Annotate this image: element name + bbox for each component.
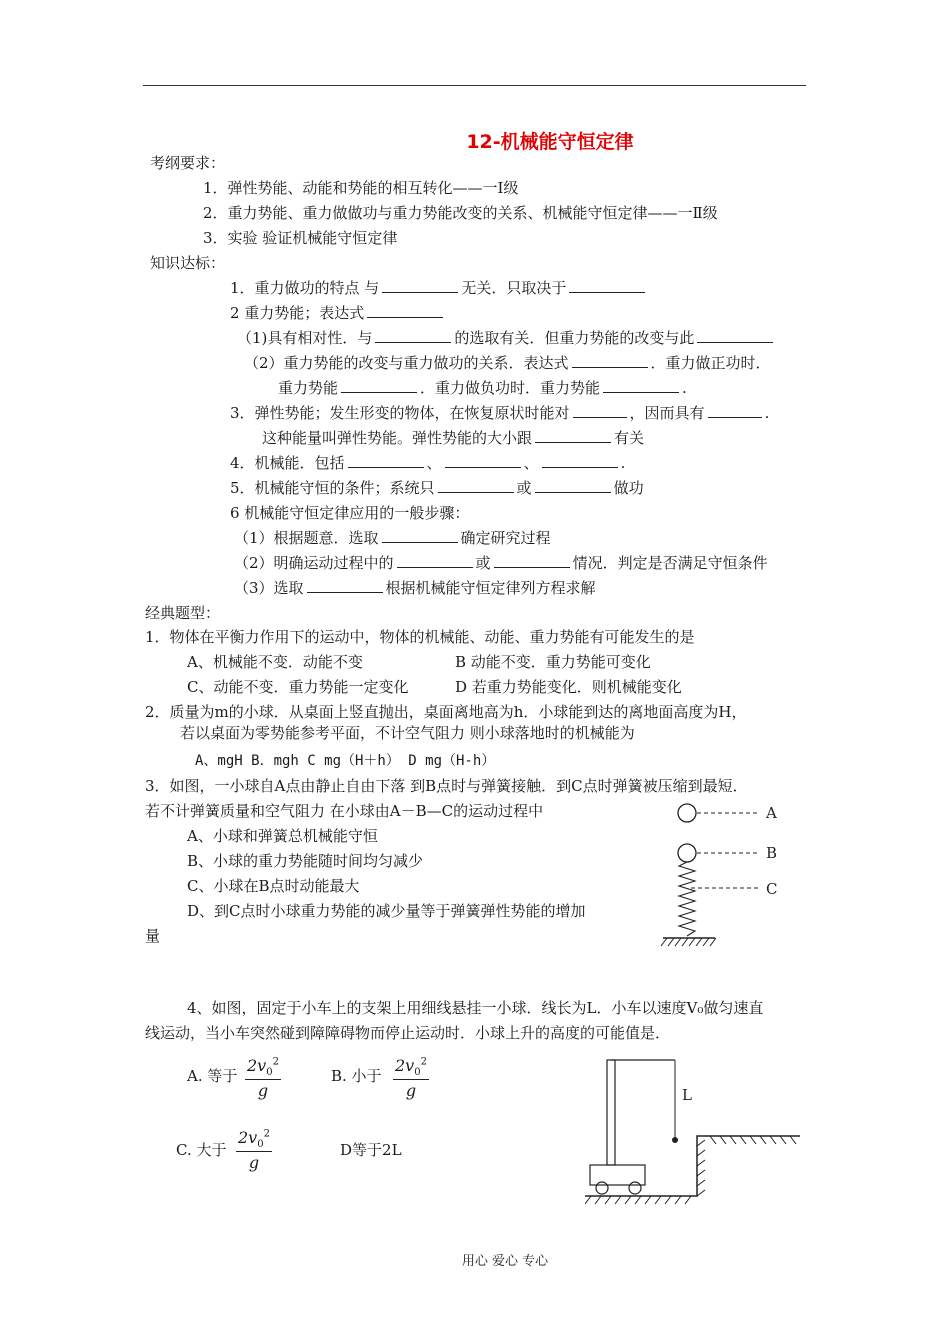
q2-stem-1: 2．质量为m的小球．从桌面上竖直抛出，桌面离地高为h．小球能到达的离地面高度为H， xyxy=(145,703,747,721)
q2-options: A、mgH B．mgh C mg（H＋h） D mg（H-h） xyxy=(195,753,496,769)
knowledge-line-7: 这种能量叫弹性势能。弹性势能的大小跟 有关 xyxy=(262,429,645,447)
knowledge-line-2: 2 重力势能；表达式 xyxy=(230,303,446,323)
knowledge-line-12: （2）明确运动过程中的 或 情况．判定是否满足守恒条件 xyxy=(234,554,768,572)
q4-option-c-fraction: $\frac{2v_0^2}{g}$ xyxy=(238,1128,270,1173)
page-title: 12-机械能守恒定律 xyxy=(466,131,634,153)
header-rule xyxy=(143,85,806,86)
label-c: C xyxy=(766,880,778,898)
q3-option-d-cont: 量 xyxy=(145,927,161,945)
syllabus-item-1: 1．弹性势能、动能和势能的相互转化——一Ⅰ级 xyxy=(203,179,519,197)
pendulum-ball xyxy=(672,1137,678,1143)
q4-option-b-label: B. 小于 xyxy=(331,1067,382,1085)
q3-option-d: D、到C点时小球重力势能的减少量等于弹簧弹性势能的增加 xyxy=(187,902,586,920)
q3-stem-2: 若不计弹簧质量和空气阻力 在小球由A－B—C的运动过程中 xyxy=(145,802,544,820)
syllabus-item-2: 2．重力势能、重力做做功与重力势能改变的关系、机械能守恒定律——一Ⅱ级 xyxy=(203,204,718,222)
knowledge-line-10: 6 机械能守恒定律应用的一般步骤： xyxy=(230,504,470,522)
cart-post xyxy=(607,1060,615,1165)
cart-wheel-right xyxy=(629,1182,641,1194)
classic-heading: 经典题型： xyxy=(145,604,221,622)
label-b: B xyxy=(766,844,778,862)
label-l: L xyxy=(682,1086,692,1104)
knowledge-line-5: 重力势能 ．重力做负功时．重力势能 . xyxy=(278,379,687,397)
knowledge-line-3: （1)具有相对性．与 的选取有关．但重力势能的改变与此 xyxy=(237,328,776,348)
q4-option-d: D等于2L xyxy=(340,1141,402,1159)
ball-at-a xyxy=(678,804,696,822)
ground-hatch-cart xyxy=(585,1136,796,1204)
cart-wheel-left xyxy=(596,1182,608,1194)
q4-option-c-label: C. 大于 xyxy=(176,1141,227,1159)
q4-option-a-fraction: $\frac{2v_0^2}{g}$ xyxy=(247,1056,279,1101)
knowledge-line-6: 3．弹性势能；发生形变的物体，在恢复原状时能对 ，因而具有 . xyxy=(230,404,770,422)
q1-stem: 1．物体在平衡力作用下的运动中，物体的机械能、动能、重力势能有可能发生的是 xyxy=(145,628,695,646)
ball-at-b xyxy=(678,844,696,862)
q1-option-a: A、机械能不变．动能不变 xyxy=(187,653,363,671)
q2-stem-2: 若以桌面为零势能参考平面，不计空气阻力 则小球落地时的机械能为 xyxy=(180,724,635,742)
knowledge-line-8: 4．机械能．包括 、 、 . xyxy=(230,454,626,472)
q1-option-c: C、动能不变．重力势能一定变化 xyxy=(187,678,409,696)
q4-stem-2: 线运动，当小车突然碰到障障碍物而停止运动时．小球上升的高度的可能值是． xyxy=(145,1024,671,1042)
q3-option-c: C、小球在B点时动能最大 xyxy=(187,877,360,895)
knowledge-line-4: （2）重力势能的改变与重力做功的关系．表达式 ．重力做正功时． xyxy=(244,354,771,372)
q1-option-d: D 若重力势能变化．则机械能变化 xyxy=(455,678,682,696)
knowledge-line-9: 5．机械能守恒的条件；系统只 或 做功 xyxy=(230,479,644,497)
spring-figure xyxy=(655,798,785,958)
q4-option-b-fraction: $\frac{2v_0^2}{g}$ xyxy=(395,1056,427,1101)
label-a: A xyxy=(766,804,777,822)
q4-option-a-label: A. 等于 xyxy=(187,1067,238,1085)
knowledge-line-11: （1）根据题意．选取 确定研究过程 xyxy=(234,529,551,547)
spring-coil xyxy=(679,862,695,936)
q3-stem-1: 3．如图，一小球自A点由静止自由下落 到B点时与弹簧接触．到C点时弹簧被压缩到最短． xyxy=(145,777,748,795)
ground-with-step xyxy=(585,1136,800,1196)
cart-figure xyxy=(585,1050,805,1210)
page-footer: 用心 爱心 专心 xyxy=(461,1254,549,1269)
q3-option-b: B、小球的重力势能随时间均匀减少 xyxy=(187,852,424,870)
ground-hatch xyxy=(661,938,716,946)
q1-option-b: B 动能不变．重力势能可变化 xyxy=(455,653,651,671)
syllabus-item-3: 3．实验 验证机械能守恒定律 xyxy=(203,229,398,247)
syllabus-heading: 考纲要求： xyxy=(150,154,226,172)
knowledge-heading: 知识达标： xyxy=(150,254,226,272)
knowledge-line-13: （3）选取 根据机械能守恒定律列方程求解 xyxy=(234,579,596,597)
q4-stem-1: 4、如图，固定于小车上的支架上用细线悬挂一小球．线长为L．小车以速度V₀做匀速直 xyxy=(187,999,764,1017)
knowledge-line-1: 1．重力做功的特点 与 无关．只取决于 xyxy=(230,278,648,298)
q3-option-a: A、小球和弹簧总机械能守恒 xyxy=(187,827,378,845)
